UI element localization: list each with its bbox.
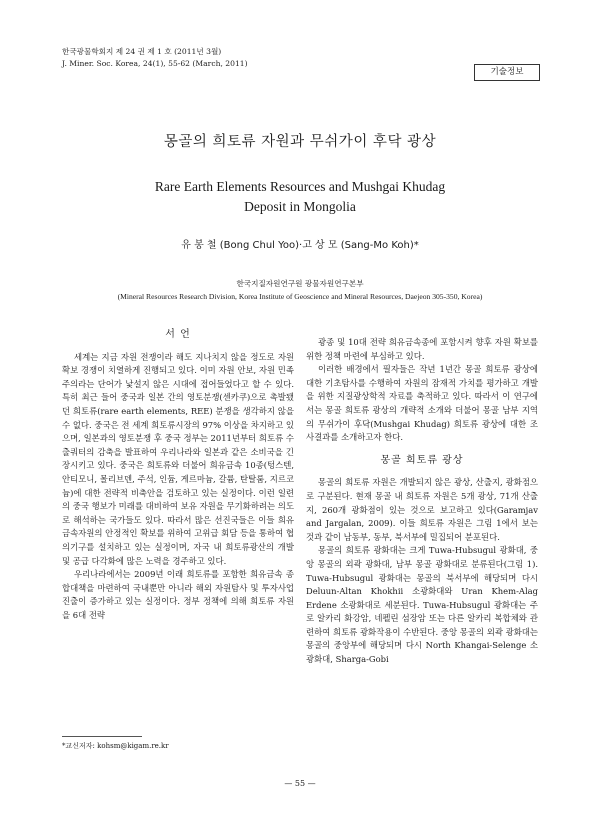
section-heading-mongolian-ree-deposits: 몽골 희토류 광상 <box>380 454 464 466</box>
paragraph: 세계는 지금 자원 전쟁이라 해도 지나치지 않을 정도로 자원 확보 경쟁이 치열하게 진행되고 있다. 이미 자원 안보, 자원 민족주의라는 단어가 낯설지 않은 시대에 접어들었다고 할 수 있다. 특히 최근 들어 중국과 일본 간의 영토분쟁(센카쿠)으로 촉발됐던 희토류(rare earth elements, REE) 분쟁을 생각하지 않을 수 없다. 중국은 전 세계 희토류시장의 97% 이상을 차지하고 있으며, 일본과의 영토분쟁 후 중국 정부는 2011년부터 희토류 수출쿼터의 감축을 발표하여 우리나라와 일본과 같은 소비국을 긴장시키고 있다. 중국은 희토류와 더불어 희유금속 10종(텅스텐, 안티모니, 몰리브덴, 주석, 인듐, 게르마늄, 갈륨, 탄탈룸, 지르코늄)에 대한 전략적 비축안을 검토하고 있는 실정이다. 이런 일련의 중국 행보가 미래를 대비하여 보유 자원을 무기화하려는 의도로 해석하는 국가들도 있다. 따라서 많은 선진국들은 이들 희유금속자원의 안정적인 확보를 위하여 고위급 회담 등을 통하여 협의기구를 설치하고 있는 실정이며, 자국 내 희토류광산의 개발 및 공급 다각화에 많은 노력을 경주하고 있다. <box>62 351 294 566</box>
journal-citation-english: J. Miner. Soc. Korea, 24(1), 55-62 (March, 2011) <box>62 59 248 68</box>
footnote-divider <box>62 736 142 737</box>
title-english <box>120 177 480 217</box>
affiliation-korean: 한국지질자원연구원 광물자원연구본부 <box>236 279 364 288</box>
page-number: — 55 — <box>284 779 316 788</box>
author-list: 유 봉 철 (Bong Chul Yoo)·고 상 모 (Sang-Mo Koh)* <box>181 240 419 251</box>
right-column <box>306 336 538 667</box>
paragraph: 우리나라에서는 2009년 이래 희토류를 포함한 희유금속 종합대책을 마련하여 국내뿐만 아니라 해외 자원탐사 및 투자사업 진출이 증가하고 있는 실정이다. 정부 정책에 의해 희토류 자원을 6대 전략 <box>62 569 294 620</box>
paragraph: 광종 및 10대 전략 희유금속종에 포함시켜 향후 자원 확보를 위한 정책 마련에 부심하고 있다. <box>306 337 538 361</box>
section-tag: 기술정보 <box>474 64 540 81</box>
paragraph: 몽골의 희토류 광화대는 크게 Tuwa-Hubsugul 광화대, 중앙 몽골의 외곽 광화대, 남부 몽골 광화대로 분류된다(그림 1). Tuwa-Hubsugul 광화대는 몽골의 북서부에 해당되며 다시 Deluun-Altan Khokhii 소광화대와 Uran Khem-Alag Erdene 소광화대로 세분된다. Tuwa-Hubsugul 광화대는 주로 알카리 화강암, 네펠린 섬장암 또는 다른 알카리 복합체와 관련하여 희토류 광화작용이 수반된다. 중앙 몽골의 외곽 광화대는 몽골의 중앙부에 해당되며 다시 North Khangai-Selenge 소광화대, Sharga-Gobi <box>306 545 538 665</box>
journal-citation-korean: 한국광물학회지 제 24 권 제 1 호 (2011년 3월) <box>62 47 222 56</box>
paragraph: 이러한 배경에서 필자들은 작년 1년간 몽골 희토류 광상에 대한 기초탐사를 수행하여 자원의 잠재적 가치를 평가하고 개발을 위한 지질광상학적 자료를 축적하고 있다. 따라서 이 연구에서는 몽골 희토류 광상의 개략적 소개와 더불어 몽골 남부 지역의 무쉬가이 후닥(Mushgai Khudag) 희토류 광상에 대한 조사결과를 소개하고자 한다. <box>306 364 538 443</box>
affiliation-english: (Mineral Resources Research Division, Korea Institute of Geoscience and Mineral Resources, Daejeon 305-350, Korea) <box>117 292 483 301</box>
journal-citation <box>62 46 248 70</box>
title-english-line2: Deposit in Mongolia <box>244 199 356 214</box>
title-korean: 몽골의 희토류 자원과 무쉬가이 후닥 광상 <box>163 134 437 150</box>
title-english-line1: Rare Earth Elements Resources and Mushgai Khudag <box>154 179 446 194</box>
paragraph: 몽골의 희토류 자원은 개발되지 않은 광상, 산출지, 광화점으로 구분된다. 현재 몽골 내 희토류 자원은 5개 광상, 71개 산출지, 260개 광화점이 있는 것으로 보고하고 있다(Garamjav and Jargalan, 2009). 이들 희토류 자원은 그림 1에서 보는 것과 같이 남동부, 동부, 북서부에 밀집되어 분포된다. <box>306 477 538 542</box>
corresponding-author-footnote: *교신저자: kohsm@kigam.re.kr <box>62 742 169 750</box>
section-heading-introduction: 서 언 <box>165 329 191 340</box>
left-column <box>62 328 294 622</box>
